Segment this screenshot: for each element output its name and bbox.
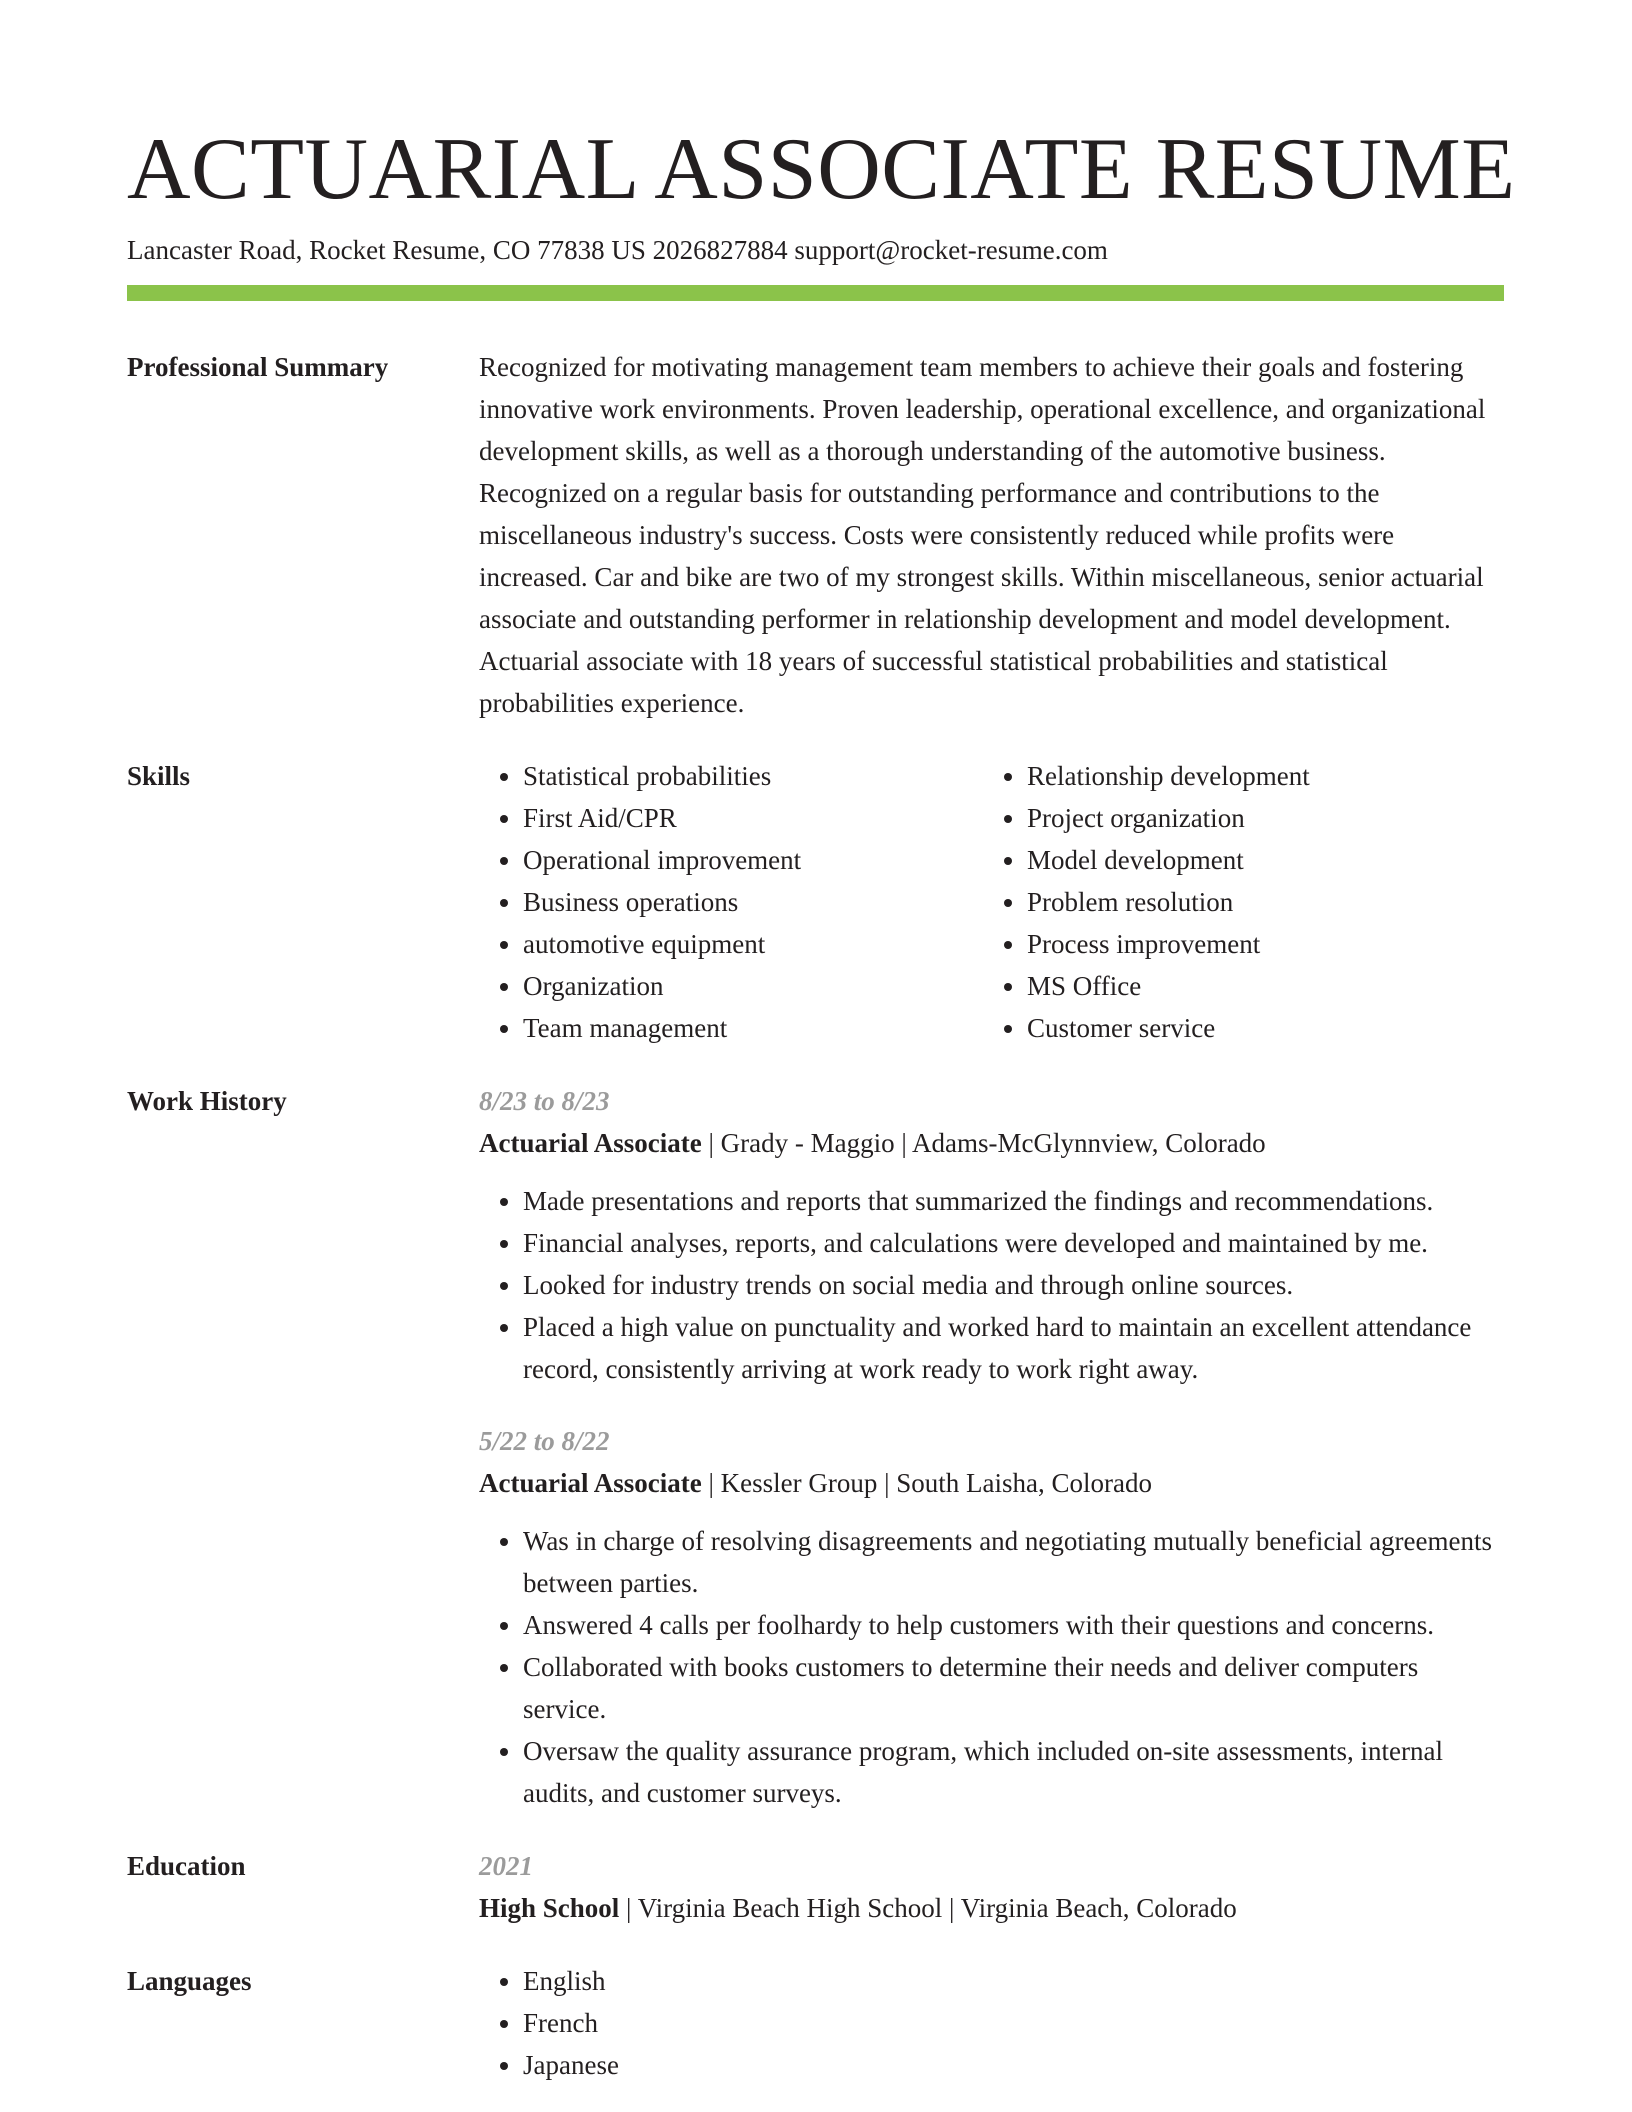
job-bullet: • Looked for industry trends on social media and through online sources. [523,1264,1503,1306]
job-bullet: • Made presentations and reports that summarized the findings and recommendations. [523,1180,1503,1222]
summary-text: Recognized for motivating management team members to achieve their goals and fostering innovative work environments. Proven leadership, operational excellence, and organizational development skills, as well as a thorough understanding of the automotive business. Recognized on a regular basis for outstanding performance and contributions to the miscellaneous industry's success. Costs were consistently reduced while profits were increased. Car and bike are two of my strongest skills. Within miscellaneous, senior actuarial associate and outstanding performer in relationship development and model development. Actuarial associate with 18 years of successful statistical probabilities and statistical probabilities experience. [479,352,1486,718]
language-item: • French [523,2002,1503,2044]
skill-item: • Organization [523,965,983,1007]
job-line [479,1122,1503,1164]
job-title: Actuarial Associate [479,1128,702,1158]
skill-item: • MS Office [1027,965,1487,1007]
job-bullets [479,1520,1503,1814]
job-details: | Grady - Maggio | Adams-McGlynnview, Colorado [701,1128,1266,1158]
education-details: | Virginia Beach High School | Virginia Beach, Colorado [619,1893,1237,1923]
summary-section [127,346,1503,724]
job-line [479,1462,1503,1504]
job-bullet: • Oversaw the quality assurance program, which included on-site assessments, internal audits, and customer surveys. [523,1730,1503,1814]
job-entry [479,1420,1503,1814]
skill-item: • Operational improvement [523,839,983,881]
skill-item: • Business operations [523,881,983,923]
resume-page [127,120,1516,2086]
skill-item: • Model development [1027,839,1487,881]
job-bullet: • Answered 4 calls per foolhardy to help customers with their questions and concerns. [523,1604,1503,1646]
languages-heading: Languages [127,1966,252,1996]
job-dates: 5/22 to 8/22 [479,1426,610,1456]
language-item: • Japanese [523,2044,1503,2086]
accent-divider [127,285,1504,301]
education-degree: High School [479,1893,620,1923]
language-item: • English [523,1960,1503,2002]
job-bullet: • Financial analyses, reports, and calculations were developed and maintained by me. [523,1222,1503,1264]
skills-list-left [479,755,983,1049]
resume-title: ACTUARIAL ASSOCIATE RESUME [127,121,1516,218]
education-heading: Education [127,1851,246,1881]
skill-item: • Project organization [1027,797,1487,839]
skill-item: • Customer service [1027,1007,1487,1049]
education-section [127,1845,1503,1929]
job-bullet: • Placed a high value on punctuality and worked hard to maintain an excellent attendance record, consistently arriving at work ready to work right away. [523,1306,1503,1390]
job-entry [479,1080,1503,1390]
job-title: Actuarial Associate [479,1468,702,1498]
skill-item: • Problem resolution [1027,881,1487,923]
skill-item: • Team management [523,1007,983,1049]
skill-item: • Process improvement [1027,923,1487,965]
summary-heading: Professional Summary [127,352,389,382]
education-line [479,1887,1503,1929]
contact-line: Lancaster Road, Rocket Resume, CO 77838 US 2026827884 support@rocket-resume.com [127,235,1108,265]
skills-section [127,755,1503,1049]
job-bullet: • Collaborated with books customers to determine their needs and deliver computers service. [523,1646,1503,1730]
languages-list [479,1960,1503,2086]
job-details: | Kessler Group | South Laisha, Colorado [701,1468,1152,1498]
skill-item: • Relationship development [1027,755,1487,797]
skill-item: • First Aid/CPR [523,797,983,839]
skills-heading: Skills [127,761,191,791]
job-bullets [479,1180,1503,1390]
skill-item: • Statistical probabilities [523,755,983,797]
languages-section [127,1960,1503,2086]
work-section [127,1080,1503,1814]
job-bullet: • Was in charge of resolving disagreements and negotiating mutually beneficial agreements between parties. [523,1520,1503,1604]
work-heading: Work History [127,1086,287,1116]
job-dates: 8/23 to 8/23 [479,1086,610,1116]
skills-list-right [983,755,1487,1049]
education-year: 2021 [479,1851,533,1881]
skill-item: • automotive equipment [523,923,983,965]
